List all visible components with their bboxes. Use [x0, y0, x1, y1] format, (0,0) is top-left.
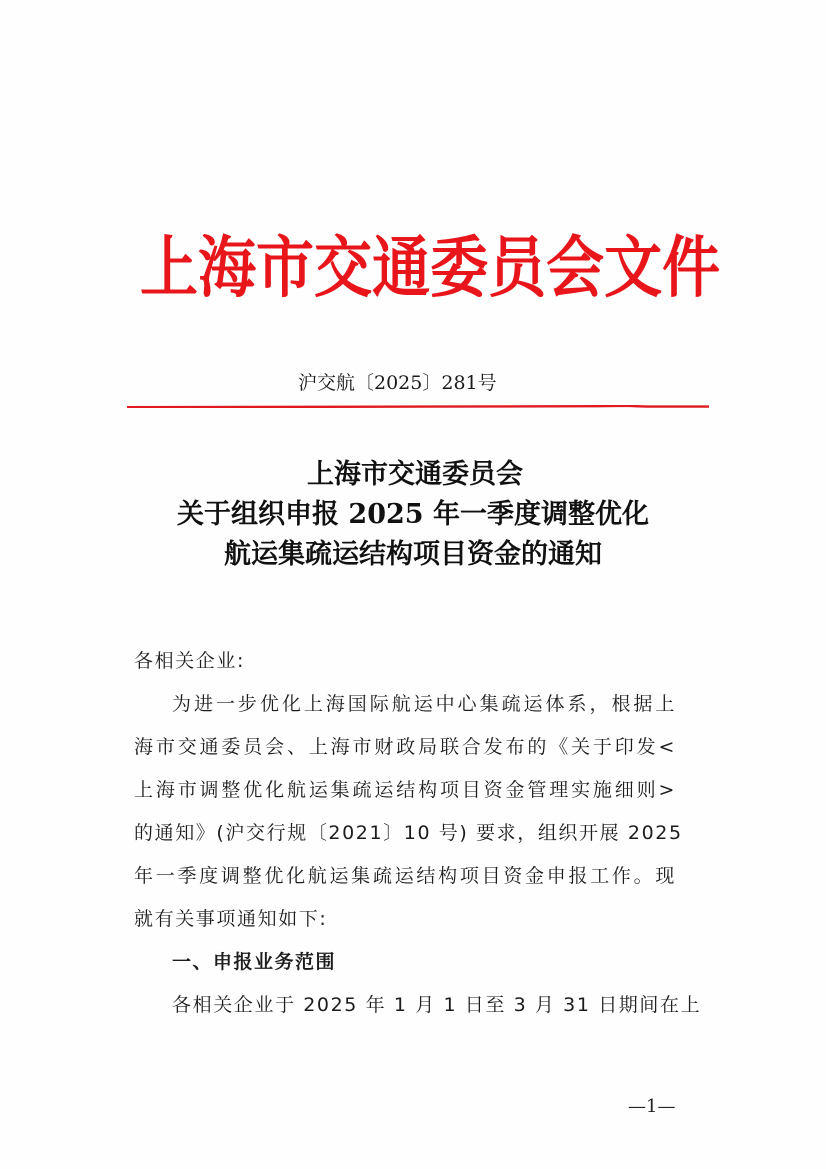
paragraph-line: 海市交通委员会、上海市财政局联合发布的《关于印发<: [134, 736, 676, 758]
paragraph-line: 为进一步优化上海国际航运中心集疏运体系，根据上: [172, 693, 676, 715]
document-body: [134, 640, 702, 1027]
title-line-3: 航运集疏运结构项目资金的通知: [224, 539, 602, 570]
paragraph-line: 的通知》(沪交行规〔2021〕10 号) 要求，组织开展 2025: [134, 822, 683, 844]
masthead-char: 市: [256, 228, 315, 307]
paragraph-line: 就有关事项通知如下:: [134, 908, 328, 930]
masthead-char: 会: [546, 228, 605, 307]
masthead-char: 上: [140, 228, 199, 307]
red-divider-rule: [127, 405, 709, 408]
page-number: —1—: [628, 1096, 676, 1117]
document-title: [0, 455, 826, 575]
paragraph-line: 上海市调整优化航运集疏运结构项目资金管理实施细则>: [134, 779, 676, 801]
document-masthead: [140, 222, 721, 307]
masthead-char: 交: [314, 228, 373, 307]
masthead-char: 员: [488, 228, 547, 307]
masthead-char: 委: [430, 228, 489, 307]
section-heading: 一、申报业务范围: [172, 951, 337, 973]
salutation: 各相关企业:: [134, 650, 246, 672]
masthead-char: 通: [372, 228, 431, 307]
document-number: 沪交航〔2025〕281号: [298, 372, 497, 394]
title-line-1: 上海市交通委员会: [307, 459, 523, 490]
title-line-2: 关于组织申报 2025 年一季度调整优化: [177, 499, 649, 530]
paragraph-line: 年一季度调整优化航运集疏运结构项目资金申报工作。现: [134, 865, 676, 887]
masthead-char: 文: [604, 228, 663, 307]
paragraph-line: 各相关企业于 2025 年 1 月 1 日至 3 月 31 日期间在上: [172, 994, 702, 1016]
masthead-char: 海: [198, 228, 257, 307]
masthead-char: 件: [662, 228, 721, 307]
